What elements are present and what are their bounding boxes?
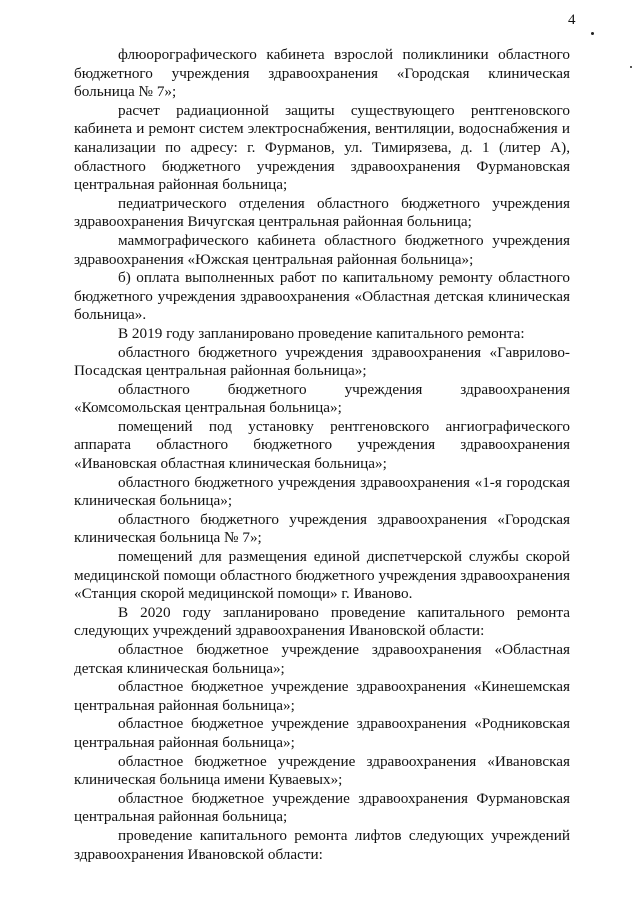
paragraph: областного бюджетного учреждения здравоохранения «1-я городская клиническая больница»;	[74, 473, 570, 510]
paragraph: областного бюджетного учреждения здравоохранения «Гаврилово-Посадская центральная районная больница»;	[74, 343, 570, 380]
document-body	[74, 46, 570, 864]
paragraph: областное бюджетное учреждение здравоохранения «Родниковская центральная районная больница»;	[74, 715, 570, 751]
paragraph: помещений под установку рентгеновского ангиографического аппарата областного бюджетного учреждения здравоохранения «Ивановская областная клиническая больница»;	[74, 417, 570, 473]
paragraph: В 2020 году запланировано проведение капитального ремонта следующих учреждений здравоохранения Ивановской области:	[74, 603, 570, 640]
paragraph: маммографического кабинета областного бюджетного учреждения здравоохранения «Южская центральная районная больница»;	[74, 231, 570, 268]
paragraph: В 2019 году запланировано проведение капитального ремонта:	[118, 324, 525, 342]
paragraph: областного бюджетного учреждения здравоохранения «Городская клиническая больница № 7»;	[74, 510, 570, 547]
paragraph: областное бюджетное учреждение здравоохранения «Кинешемская центральная районная больница»;	[74, 678, 570, 714]
paragraph: проведение капитального ремонта лифтов следующих учреждений здравоохранения Ивановской области:	[74, 826, 570, 863]
paragraph: флюорографического кабинета взрослой поликлиники областного бюджетного учреждения здравоохранения «Городская клиническая больница № 7»;	[74, 46, 570, 101]
paragraph: областное бюджетное учреждение здравоохранения «Областная детская клиническая больница»;	[74, 641, 570, 677]
paragraph: областное бюджетное учреждение здравоохранения Фурмановская центральная районная больница;	[74, 789, 570, 826]
paragraph: педиатрического отделения областного бюджетного учреждения здравоохранения Вичугская центральная районная больница;	[74, 194, 570, 231]
paragraph: помещений для размещения единой диспетчерской службы скорой медицинской помощи областного бюджетного учреждения здравоохранения «Станция скорой медицинской помощи» г. Иваново.	[74, 548, 570, 603]
paragraph: областное бюджетное учреждение здравоохранения «Ивановская клиническая больница имени Куваевых»;	[74, 752, 570, 789]
paragraph: б) оплата выполненных работ по капитальному ремонту областного бюджетного учреждения здравоохранения «Областная детская клиническая больница».	[74, 269, 570, 324]
page-number: 4	[568, 12, 576, 28]
scan-speck	[630, 66, 632, 68]
paragraph: расчет радиационной защиты существующего рентгеновского кабинета и ремонт систем электроснабжения, вентиляции, водоснабжения и канализации по адресу: г. Фурманов, ул. Тимирязева, д. 1 (литер А), областного бюджетного учреждения здравоохранения Фурмановская центральная районная больница;	[74, 101, 570, 194]
scan-speck	[591, 32, 594, 35]
paragraph: областного бюджетного учреждения здравоохранения «Комсомольская центральная больница»;	[74, 380, 570, 417]
